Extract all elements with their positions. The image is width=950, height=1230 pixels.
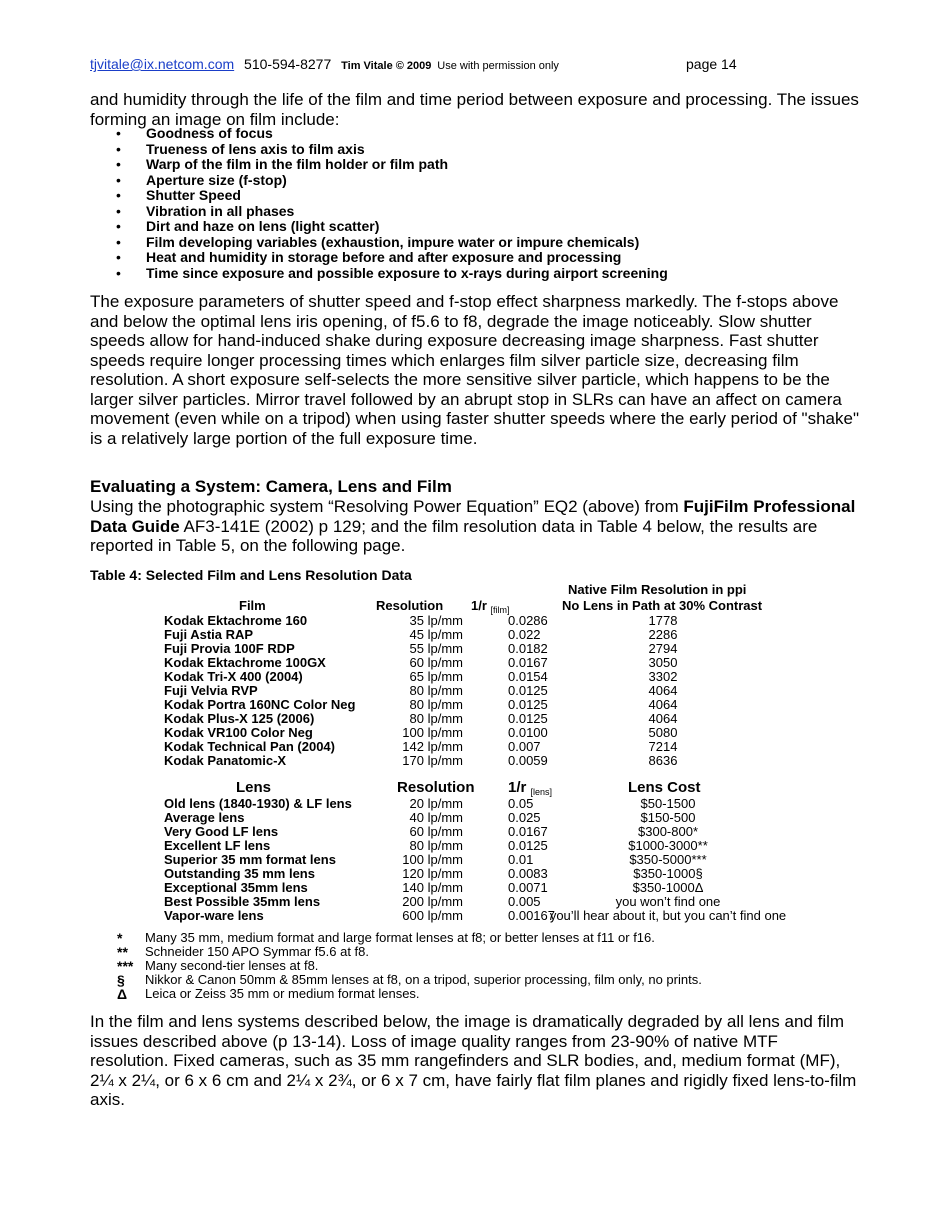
bullet-icon: •: [116, 218, 121, 234]
lens-name-cell: Average lens: [164, 810, 245, 825]
film-reciprocal-cell: 0.007: [508, 739, 541, 754]
lens-resolution-cell: 200 lp/mm: [402, 894, 463, 909]
lens-resolution-cell: 120 lp/mm: [402, 866, 463, 881]
list-item: • Dirt and haze on lens (light scatter): [116, 218, 380, 234]
page-number: page 14: [686, 56, 737, 72]
permission-note: Use with permission only: [437, 60, 559, 72]
footnote-text: Nikkor & Canon 50mm & 85mm lenses at f8, on a tripod, superior processing, film only, no prints.: [145, 972, 702, 987]
film-header-ppi-line2: No Lens in Path at 30% Contrast: [562, 598, 763, 613]
film-ppi-cell: 3050: [648, 655, 678, 670]
list-item: • Goodness of focus: [116, 125, 273, 141]
list-item: • Film developing variables (exhaustion, impure water or impure chemicals): [116, 233, 640, 250]
lens-cost-cell: $300-800*: [638, 824, 698, 839]
lens-reciprocal-cell: 0.0083: [508, 866, 548, 881]
film-header-film: Film: [239, 598, 266, 613]
footnote-symbol: *: [117, 930, 123, 946]
lens-name-cell: Superior 35 mm format lens: [164, 852, 336, 867]
film-name-cell: Kodak VR100 Color Neg: [164, 725, 313, 740]
list-item: • Vibration in all phases: [116, 202, 295, 219]
lens-reciprocal-cell: 0.0167: [508, 824, 548, 839]
film-name-cell: Kodak Tri-X 400 (2004): [164, 669, 303, 684]
lens-cost-cell: $1000-3000**: [628, 838, 708, 853]
film-header-ppi-line1: Native Film Resolution in ppi: [568, 582, 747, 597]
page-header: [90, 56, 860, 72]
film-ppi-cell: 4064: [648, 697, 678, 712]
footnote-row: [90, 930, 860, 944]
film-name-cell: Kodak Panatomic-X: [164, 753, 287, 768]
film-name-cell: Fuji Velvia RVP: [164, 683, 258, 698]
bullet-icon: •: [116, 249, 121, 265]
lens-resolution-cell: 60 lp/mm: [409, 824, 463, 839]
film-ppi-cell: 8636: [648, 753, 678, 768]
film-resolution-cell: 142 lp/mm: [402, 739, 463, 754]
lens-name-cell: Very Good LF lens: [164, 824, 279, 839]
footnote-text: Many 35 mm, medium format and large format lenses at f8; or better lenses at f11 or f16.: [145, 930, 655, 945]
film-resolution-cell: 80 lp/mm: [409, 697, 463, 712]
list-item: • Aperture size (f-stop): [116, 171, 287, 188]
film-ppi-cell: 4064: [648, 683, 678, 698]
bullet-icon: •: [116, 156, 121, 172]
lens-reciprocal-cell: 0.0071: [508, 880, 548, 895]
film-resolution-cell: 170 lp/mm: [402, 753, 463, 768]
footnote-row: [90, 986, 860, 1000]
lens-cost-cell: you’ll hear about it, but you can’t find one: [549, 908, 787, 923]
film-ppi-cell: 4064: [648, 711, 678, 726]
film-reciprocal-cell: 0.0167: [508, 655, 548, 670]
email-link[interactable]: tjvitale@ix.netcom.com: [90, 56, 235, 72]
list-item: • Heat and humidity in storage before and after exposure and processing: [116, 249, 622, 265]
lens-reciprocal-cell: 0.05: [508, 796, 534, 811]
lens-reciprocal-cell: 0.005: [508, 894, 541, 909]
film-name-cell: Kodak Plus-X 125 (2006): [164, 711, 315, 726]
lens-reciprocal-cell: 0.025: [508, 810, 541, 825]
film-resolution-cell: 80 lp/mm: [409, 683, 463, 698]
lens-resolution-cell: 600 lp/mm: [402, 908, 463, 923]
bullet-icon: •: [116, 140, 121, 157]
lens-name-cell: Best Possible 35mm lens: [164, 894, 321, 909]
list-item: • Trueness of lens axis to film axis: [116, 140, 365, 157]
film-ppi-cell: 5080: [648, 725, 678, 740]
lens-cost-cell: $350-1000§: [633, 866, 703, 881]
lens-cost-cell: you won’t find one: [615, 894, 721, 909]
footnote-text: Schneider 150 APO Symmar f5.6 at f8.: [145, 944, 370, 959]
film-header-resolution: Resolution: [376, 598, 444, 613]
table-caption: Table 4: Selected Film and Lens Resolution Data: [90, 567, 412, 583]
footnote-symbol: §: [117, 972, 125, 988]
lens-name-cell: Vapor-ware lens: [164, 908, 264, 923]
film-reciprocal-cell: 0.0125: [508, 697, 548, 712]
evaluation-paragraph: Using the photographic system “Resolving Power Equation” EQ2 (above) from FujiFilm Professional Data Guide AF3-141E (2002) p 129; and the film resolution data in Table 4 below, the results are reported in Table 5, on the following page.: [90, 497, 856, 555]
lens-cost-cell: $150-500: [640, 810, 696, 825]
film-resolution-cell: 60 lp/mm: [409, 655, 463, 670]
lens-cost-cell: $50-1500: [640, 796, 696, 811]
film-name-cell: Fuji Astia RAP: [164, 627, 254, 642]
list-item: • Time since exposure and possible exposure to x-rays during airport screening: [116, 264, 668, 281]
bullet-icon: •: [116, 233, 121, 250]
film-ppi-cell: 2794: [648, 641, 678, 656]
lens-name-cell: Excellent LF lens: [164, 838, 271, 853]
lens-header-lens: Lens: [236, 779, 272, 796]
lens-resolution-cell: 100 lp/mm: [402, 852, 463, 867]
film-name-cell: Kodak Portra 160NC Color Neg: [164, 697, 356, 712]
footnote-symbol: ***: [117, 958, 134, 974]
bullet-icon: •: [116, 125, 121, 141]
lens-header-resolution: Resolution: [397, 779, 475, 796]
film-reciprocal-cell: 0.0154: [508, 669, 548, 684]
bullet-icon: •: [116, 202, 121, 219]
film-reciprocal-cell: 0.0125: [508, 711, 548, 726]
lens-cost-cell: $350-1000Δ: [632, 880, 704, 895]
film-resolution-cell: 45 lp/mm: [409, 627, 463, 642]
film-header-reciprocal: 1/r $_{[film]}$: [471, 598, 510, 615]
bullet-icon: •: [116, 171, 121, 188]
film-ppi-cell: 2286: [648, 627, 678, 642]
bullet-icon: •: [116, 264, 121, 281]
footnote-row: [90, 958, 860, 972]
lens-header-reciprocal: 1/r $_{[lens]}$: [508, 779, 553, 797]
film-resolution-cell: 80 lp/mm: [409, 711, 463, 726]
exposure-paragraph: The exposure parameters of shutter speed and f-stop effect sharpness markedly. The f-stops above and below the optimal lens iris opening, of f5.6 to f8, degrade the image noticeably. Slow shutter speeds allow for hand-induced shake during exposure decreasing image sharpness. Fast shutter speeds require longer processing times which enlarges film silver particle size, decreasing film resolution. A short exposure self-selects the more sensitive silver particle, which happens to be the larger silver particles. Mirror travel followed by an abrupt stop in SLRs can have an affect on camera movement (even while on a tripod) when using faster shutter speeds where the early period of "shake" is a relatively large portion of the full exposure time.: [90, 292, 859, 448]
film-reciprocal-cell: 0.0286: [508, 613, 548, 628]
lens-name-cell: Old lens (1840-1930) & LF lens: [164, 796, 352, 811]
lens-resolution-cell: 80 lp/mm: [409, 838, 463, 853]
film-reciprocal-cell: 0.0100: [508, 725, 548, 740]
film-ppi-cell: 1778: [648, 613, 678, 628]
list-item: • Warp of the film in the film holder or film path: [116, 156, 449, 172]
closing-paragraph: In the film and lens systems described below, the image is dramatically degraded by all lens and film issues described above (p 13-14). Loss of image quality ranges from 23-90% of native MTF resolution. Fixed cameras, such as 35 mm rangefinders and SLR bodies, and, medium format (MF), 2¼ x 2¼, or 6 x 6 cm and 2¼ x 2¾, or 6 x 7 cm, have fairly flat film planes and rigidly fixed lens-to-film axis.: [90, 1012, 857, 1109]
film-ppi-cell: 7214: [648, 739, 678, 754]
film-reciprocal-cell: 0.0059: [508, 753, 548, 768]
film-ppi-cell: 3302: [648, 669, 678, 684]
lens-resolution-cell: 20 lp/mm: [409, 796, 463, 811]
film-reciprocal-cell: 0.022: [508, 627, 541, 642]
list-item: • Shutter Speed: [116, 187, 241, 203]
film-resolution-cell: 65 lp/mm: [409, 669, 463, 684]
film-resolution-cell: 55 lp/mm: [409, 641, 463, 656]
footnote-text: Leica or Zeiss 35 mm or medium format lenses.: [145, 986, 420, 1001]
lens-name-cell: Exceptional 35mm lens: [164, 880, 308, 895]
fujifilm-guide-title: FujiFilm Professional Data Guide: [90, 497, 856, 536]
film-name-cell: Kodak Technical Pan (2004): [164, 739, 335, 754]
intro-paragraph: and humidity through the life of the film and time period between exposure and processing. The issues forming an image on film include:: [90, 90, 859, 129]
lens-reciprocal-cell: 0.00167: [508, 908, 555, 923]
lens-resolution-cell: 40 lp/mm: [409, 810, 463, 825]
footnote-text: Many second-tier lenses at f8.: [145, 958, 319, 973]
footnote-symbol: **: [117, 944, 128, 960]
lens-reciprocal-cell: 0.0125: [508, 838, 548, 853]
film-name-cell: Kodak Ektachrome 100GX: [164, 655, 326, 670]
lens-reciprocal-cell: 0.01: [508, 852, 534, 867]
film-name-cell: Kodak Ektachrome 160: [164, 613, 308, 628]
lens-name-cell: Outstanding 35 mm lens: [164, 866, 315, 881]
footnote-symbol: Δ: [117, 986, 128, 1002]
phone-number: 510-594-8277: [244, 56, 332, 72]
section-heading: Evaluating a System: Camera, Lens and Film: [90, 477, 452, 496]
film-name-cell: Fuji Provia 100F RDP: [164, 641, 295, 656]
film-reciprocal-cell: 0.0182: [508, 641, 548, 656]
footnote-row: [90, 944, 860, 958]
film-reciprocal-cell: 0.0125: [508, 683, 548, 698]
footnote-row: [90, 972, 860, 986]
author-copyright: Tim Vitale © 2009: [341, 60, 432, 72]
film-resolution-cell: 100 lp/mm: [402, 725, 463, 740]
image-issues-list: [90, 126, 668, 281]
film-resolution-cell: 35 lp/mm: [409, 613, 463, 628]
lens-cost-cell: $350-5000***: [629, 852, 707, 867]
lens-resolution-cell: 140 lp/mm: [402, 880, 463, 895]
bullet-icon: •: [116, 187, 121, 203]
lens-header-cost: Lens Cost: [628, 779, 701, 796]
